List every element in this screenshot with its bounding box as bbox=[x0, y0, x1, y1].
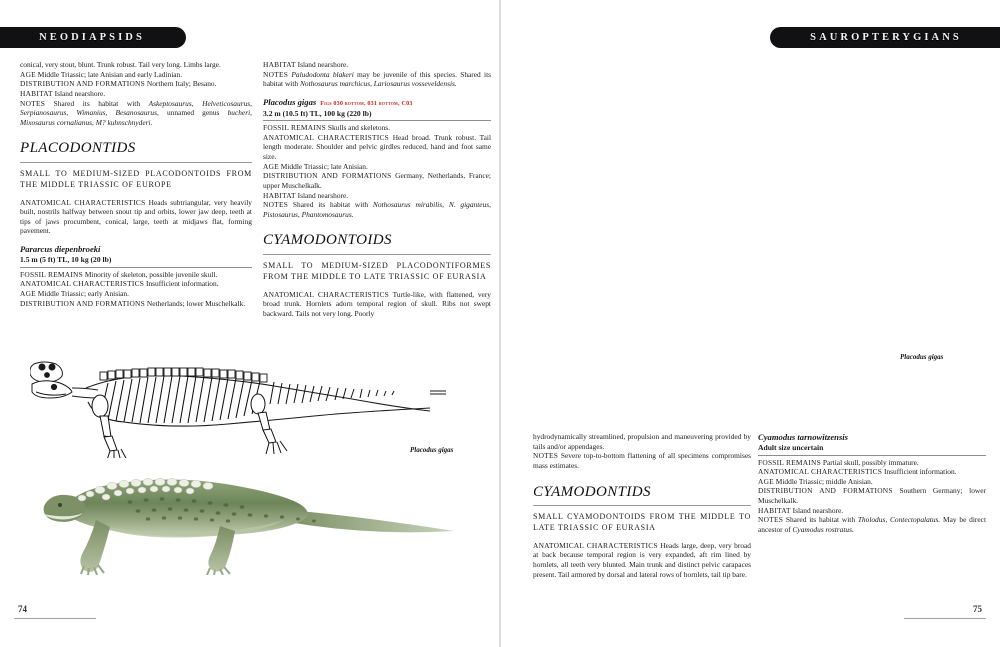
notes-taxa-right-2: Cyamodus rostratus. bbox=[792, 524, 854, 534]
habitat-line-c2-2 bbox=[263, 191, 491, 201]
habitat-line bbox=[20, 89, 252, 99]
species-name-pararcus: Pararcus diepenbroeki bbox=[20, 244, 101, 255]
reconstruction-figure-placodus bbox=[38, 470, 468, 575]
notes-label: NOTES bbox=[20, 98, 46, 108]
left-column-2 bbox=[263, 60, 491, 319]
habitat-label-c2-2: HABITAT bbox=[263, 190, 296, 200]
age-label: AGE bbox=[20, 69, 36, 79]
notes-text-right-2: Shared its habitat with bbox=[783, 515, 858, 525]
section-rule bbox=[20, 162, 252, 163]
anatomical-label-right: ANATOMICAL CHARACTERISTICS bbox=[533, 540, 658, 550]
notes-taxa-c2-3: Nothosaurus mirabilis, N. giganteus, Pistosaurus, Phantomosaurus. bbox=[263, 200, 492, 219]
folio-rule-right bbox=[904, 618, 986, 619]
anatomical-label: ANATOMICAL CHARACTERISTICS bbox=[20, 197, 146, 207]
figure-caption-photo: Placodus gigas bbox=[900, 353, 944, 361]
skeleton-figure-placodus bbox=[30, 358, 460, 458]
anatomical-label-2: ANATOMICAL CHARACTERISTICS bbox=[20, 279, 145, 289]
notes-text-right: Severe top-to-bottom flattening of all specimens compromises mass estimates. bbox=[533, 451, 751, 470]
section-title-cyamodontids: CYAMODONTIDS bbox=[533, 483, 651, 500]
anatomical-text-c2-3: Turtle-like, with flattened, very broad trunk. Hornlets adorn temporal region of skull. Ribs not swept backward. Tails not very long. Poorly bbox=[263, 289, 491, 318]
fossil-remains-line bbox=[20, 270, 252, 280]
age-line-right bbox=[758, 477, 986, 487]
figure-caption-skeleton: Placodus gigas bbox=[410, 446, 454, 454]
section-subtitle-cyamodontids: SMALL CYAMODONTOIDS FROM THE MIDDLE TO LATE TRIASSIC OF EURASIA bbox=[533, 512, 751, 533]
habitat-line-c2 bbox=[263, 60, 491, 70]
notes-taxa-2: bucheri, Mixosaurus cornalianus, M? kuhnschnyderi. bbox=[20, 108, 252, 127]
notes-label-c2-2: NOTES bbox=[263, 200, 289, 210]
habitat-line-right bbox=[758, 506, 986, 516]
anatomical-label-c2-3: ANATOMICAL CHARACTERISTICS bbox=[263, 289, 390, 299]
habitat-label-right: HABITAT bbox=[758, 505, 791, 515]
running-head-left-label: NEODIAPSIDS bbox=[39, 32, 145, 43]
left-column-1 bbox=[20, 60, 252, 308]
species-figure-refs: Figs 030 bottom, 031 bottom, C03 bbox=[320, 100, 413, 107]
anatomical-text-right-2: Insufficient information. bbox=[882, 467, 957, 477]
right-column-2 bbox=[758, 432, 986, 535]
fossil-remains-text: Minority of skeleton, possible juvenile skull. bbox=[82, 269, 218, 279]
running-head-right-label: SAUROPTERYGIANS bbox=[810, 32, 962, 43]
section-subtitle-placodontids: SMALL TO MEDIUM-SIZED PLACODONTOIDS FROM THE MIDDLE TRIASSIC OF EUROPE bbox=[20, 168, 252, 190]
distribution-text: Northern Italy; Besano. bbox=[145, 79, 217, 89]
age-label-2: AGE bbox=[20, 288, 36, 298]
species-name-placodus bbox=[263, 97, 491, 109]
notes-label-right: NOTES bbox=[533, 451, 559, 461]
fossil-remains-line-right bbox=[758, 458, 986, 468]
age-line-2 bbox=[20, 289, 252, 299]
distribution-text-right: Southern Germany; lower Muschelkalk. bbox=[758, 486, 986, 506]
notes-line-c2 bbox=[263, 70, 491, 89]
habitat-text-c2: Island nearshore. bbox=[295, 60, 349, 69]
notes-text-2: unnamed genus bbox=[158, 108, 228, 118]
distribution-text-c2: Germany, Netherlands, France; upper Muschelkalk. bbox=[263, 171, 491, 190]
distribution-label: DISTRIBUTION AND FORMATIONS bbox=[20, 79, 146, 89]
anatomical-text-right: Heads large, deep, very broad at back because temporal region is very expanded, aft rim lined by hornlets, all teeth very blunted. Main trunk and distinct pelvic carapaces present. Tail armored by dorsal and lateral rows of hornlets, tail tip bare. bbox=[533, 540, 751, 579]
species-name-cyamodus: Cyamodus tarnowitzensis bbox=[758, 432, 849, 442]
folio-left: 74 bbox=[18, 604, 27, 614]
fossil-remains-line-c2 bbox=[263, 123, 491, 133]
anatomical-line-right bbox=[533, 541, 751, 580]
age-label-right: AGE bbox=[758, 476, 774, 486]
fossil-remains-label: FOSSIL REMAINS bbox=[20, 269, 83, 279]
anatomical-line-c2 bbox=[263, 133, 491, 162]
anatomical-label-c2: ANATOMICAL CHARACTERISTICS bbox=[263, 132, 389, 142]
folio-rule-left bbox=[14, 618, 96, 619]
section-title-placodontids: PLACODONTIDS bbox=[20, 140, 136, 157]
habitat-label: HABITAT bbox=[20, 88, 53, 98]
section-rule-3 bbox=[533, 505, 751, 506]
anatomical-line-2 bbox=[20, 279, 252, 289]
notes-taxa-c2: Paludodonta blakeri bbox=[291, 69, 354, 79]
fossil-remains-label-c2: FOSSIL REMAINS bbox=[263, 123, 326, 133]
anatomical-line-right-2 bbox=[758, 467, 986, 477]
continued-paragraph bbox=[20, 60, 252, 70]
species-name-placodus-label: Placodus gigas bbox=[263, 96, 317, 107]
notes-taxa: Askeptosaurus, Helveticosaurus, Serpianosaurus, Wimanius, Besanosaurus, bbox=[20, 98, 252, 118]
folio-right: 75 bbox=[973, 604, 982, 614]
age-text-2: Middle Triassic; early Anisian. bbox=[35, 288, 129, 298]
anatomical-line-c2-3 bbox=[263, 290, 491, 319]
age-text-c2: Middle Triassic; late Anisian. bbox=[278, 161, 368, 171]
anatomical-text-c2: Head broad. Trunk robust. Tail length moderate. Shoulder and pelvic girdles reduced, hand and foot same size. bbox=[263, 132, 491, 162]
habitat-label-c2: HABITAT bbox=[263, 60, 296, 69]
age-line-c2 bbox=[263, 162, 491, 172]
right-page bbox=[500, 0, 1000, 647]
habitat-text-c2-2: Island nearshore. bbox=[295, 190, 349, 200]
habitat-text: Island nearshore. bbox=[52, 88, 106, 98]
fossil-remains-label-right: FOSSIL REMAINS bbox=[758, 457, 821, 467]
continued-text-right: hydrodynamically streamlined, propulsion and maneuvering provided by tails and/or appendages. bbox=[533, 432, 751, 451]
notes-taxa-right: Tholodus, Contectopalatus. bbox=[857, 515, 941, 525]
species-size-cyamodus: Adult size uncertain bbox=[758, 443, 986, 455]
notes-label-right-2: NOTES bbox=[758, 515, 784, 525]
notes-text-c2: may be juvenile of this species. Shared its habitat with bbox=[263, 69, 491, 89]
distribution-line-2 bbox=[20, 299, 252, 309]
notes-line bbox=[20, 99, 252, 128]
notes-label-c2: NOTES bbox=[263, 69, 289, 79]
age-line bbox=[20, 70, 252, 80]
distribution-line-right bbox=[758, 486, 986, 505]
notes-text-c2-2: Shared its habitat with bbox=[288, 200, 373, 210]
distribution-text-2: Netherlands; lower Muschelkalk. bbox=[145, 298, 246, 308]
notes-line-right bbox=[533, 451, 751, 470]
habitat-text-right: Island nearshore. bbox=[790, 505, 844, 515]
page-gutter bbox=[499, 0, 501, 647]
distribution-label-right: DISTRIBUTION AND FORMATIONS bbox=[758, 486, 893, 496]
continued-text: conical, very stout, blunt. Trunk robust. Tail very long. Limbs large. bbox=[20, 60, 221, 69]
anatomical-text: Heads subtriangular, very heavily built, nostrils halfway between snout tip and orbits, lower jaw deep, teeth at tips of jaws procumbent, conical, large, teeth at midjaws flat, forming pavement. bbox=[20, 197, 252, 236]
notes-taxa-c2-2: Nothosaurus marchicus, Lariosaurus vosseveldensis. bbox=[299, 79, 457, 89]
age-text: Middle Triassic; late Anisian and early Ladinian. bbox=[35, 69, 183, 79]
age-label-c2: AGE bbox=[263, 161, 279, 171]
continued-paragraph-right bbox=[533, 432, 751, 451]
species-size-pararcus: 1.5 m (5 ft) TL, 10 kg (20 lb) bbox=[20, 255, 252, 267]
fossil-remains-text-right: Partial skull, possibly immature. bbox=[820, 457, 919, 467]
notes-text: Shared its habitat with bbox=[45, 98, 149, 108]
anatomical-label-right-2: ANATOMICAL CHARACTERISTICS bbox=[758, 467, 883, 477]
section-rule-2 bbox=[263, 254, 491, 255]
distribution-line bbox=[20, 79, 252, 89]
anatomical-text-2: Insufficient information. bbox=[144, 279, 219, 289]
notes-text-right-3: May be direct ancestor of bbox=[758, 515, 986, 534]
notes-line-right-2 bbox=[758, 515, 986, 534]
fossil-remains-text-c2: Skulls and skeletons. bbox=[325, 123, 391, 133]
running-head-left bbox=[0, 27, 186, 48]
notes-line-c2-2 bbox=[263, 200, 491, 219]
right-column-1 bbox=[533, 432, 751, 579]
distribution-line-c2 bbox=[263, 171, 491, 190]
species-size-placodus: 3.2 m (10.5 ft) TL, 100 kg (220 lb) bbox=[263, 109, 491, 121]
section-title-cyamodontoids: CYAMODONTOIDS bbox=[263, 232, 392, 249]
distribution-label-c2: DISTRIBUTION AND FORMATIONS bbox=[263, 171, 392, 181]
section-subtitle-cyamodontoids: SMALL TO MEDIUM-SIZED PLACODONTIFORMES FROM THE MIDDLE TO LATE TRIASSIC OF EURASIA bbox=[263, 260, 491, 282]
anatomical-line bbox=[20, 198, 252, 237]
distribution-label-2: DISTRIBUTION AND FORMATIONS bbox=[20, 298, 146, 308]
running-head-right bbox=[770, 27, 1000, 48]
age-text-right: Middle Triassic; middle Anisian. bbox=[773, 476, 873, 486]
